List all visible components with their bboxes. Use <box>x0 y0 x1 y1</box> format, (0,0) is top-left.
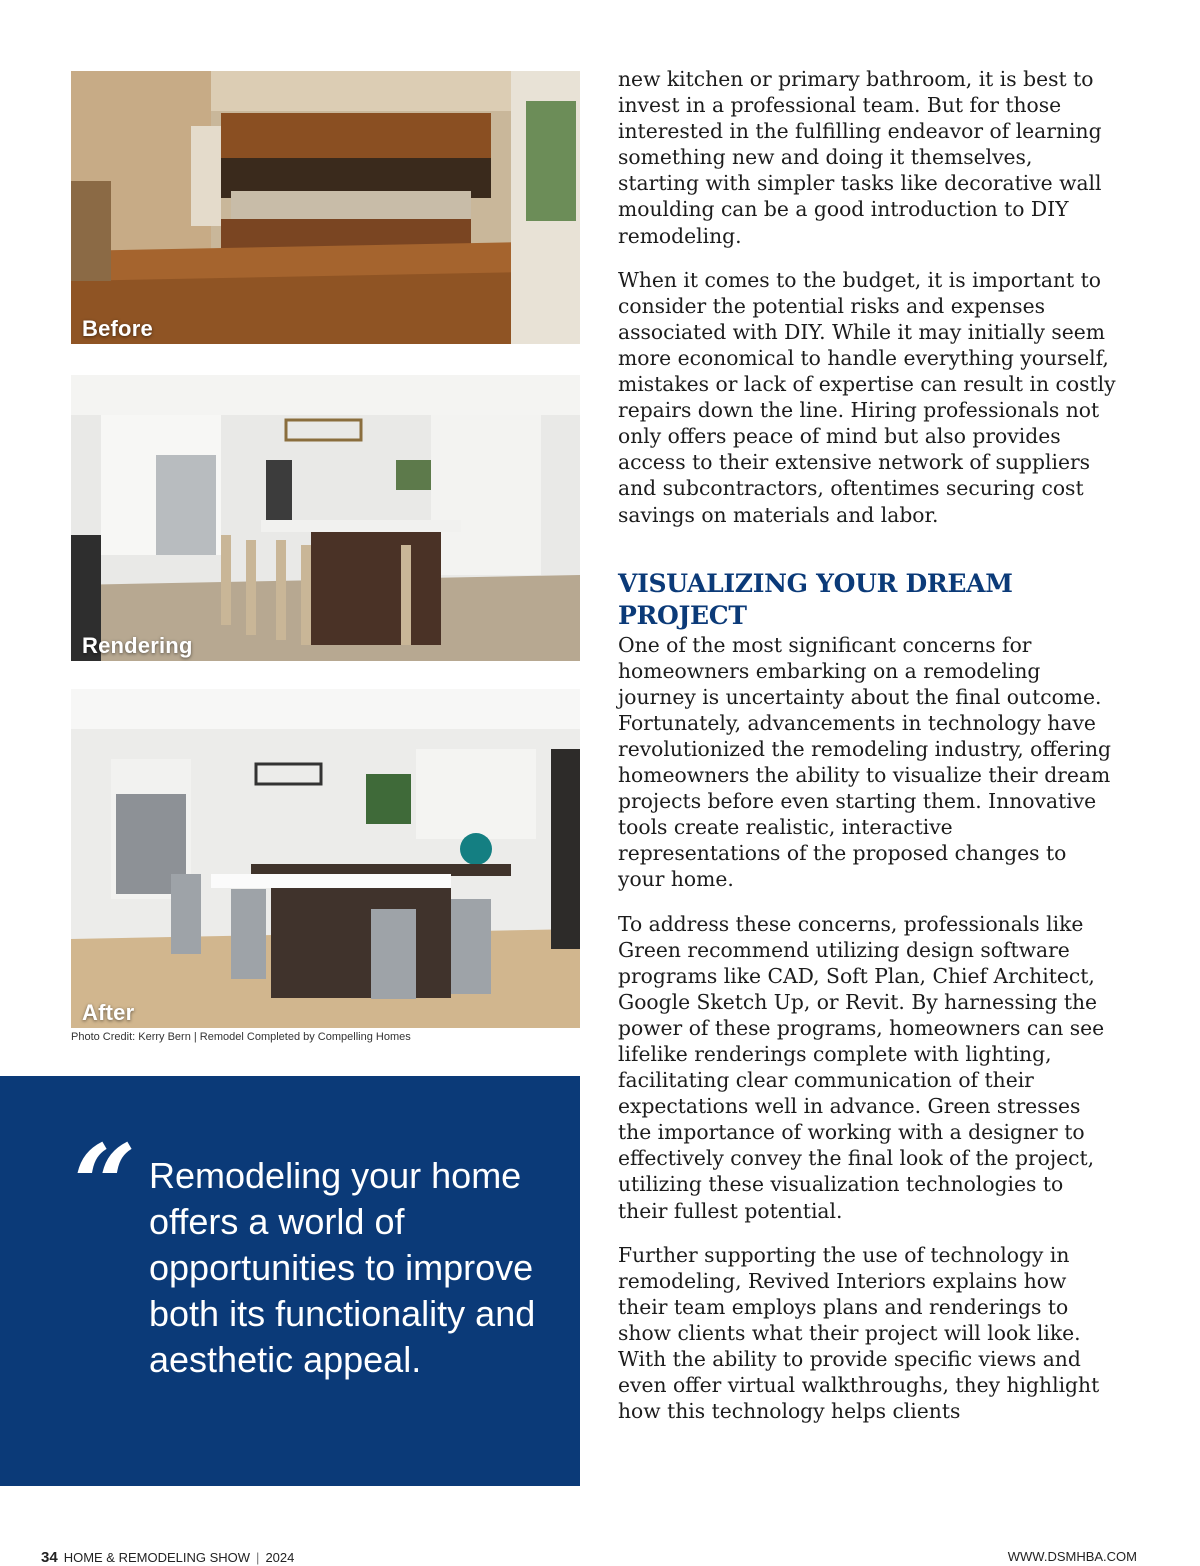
after-kitchen-image <box>71 689 580 1028</box>
page-number: 34 <box>41 1549 58 1566</box>
photo-rendering <box>71 375 580 661</box>
photo-before <box>71 71 580 344</box>
before-kitchen-image <box>71 71 580 344</box>
publication-year: 2024 <box>265 1550 295 1565</box>
quote-mark-icon: “ <box>73 1120 137 1249</box>
pull-quote-text: Remodeling your home offers a world of opportunities to improve both its functionality and aesthetic appeal. <box>149 1155 536 1380</box>
after-caption: After <box>82 1000 135 1025</box>
photo-after <box>71 689 580 1028</box>
rendering-caption: Rendering <box>82 633 193 658</box>
paragraph-3: One of the most significant concerns for homeowners embarking on a remodeling journey is uncertainty about the final outcome. Fortunately, advancements in technology have revolutionized the remodeling industry, offering homeowners the ability to visualize their dream projects before even starting them. Innovative tools create realistic, interactive representations of the proposed changes to your home. <box>618 632 1112 892</box>
publication-name: HOME & REMODELING SHOW <box>63 1550 251 1565</box>
paragraph-5: Further supporting the use of technology in remodeling, Revived Interiors explains how their team employs plans and renderings to show clients what their project will look like. With the ability to provide specific views and even offer virtual walkthroughs, they highlight how this technology helps clients <box>618 1242 1100 1424</box>
before-caption: Before <box>82 316 153 341</box>
footer-separator: | <box>256 1550 260 1565</box>
rendering-kitchen-image <box>71 375 580 661</box>
paragraph-1: new kitchen or primary bathroom, it is best to invest in a professional team. But for those interested in the fulfilling endeavor of learning something new and doing it themselves, starting with simpler tasks like decorative wall moulding can be a good introduction to DIY remodeling. <box>618 67 1102 248</box>
paragraph-2: When it comes to the budget, it is important to consider the potential risks and expenses associated with DIY. While it may initially seem more economical to handle everything yourself, mistakes or lack of expertise can result in costly repairs down the line. Hiring professionals not only offers peace of mind but also provides access to their extensive network of suppliers and subcontractors, oftentimes securing cost savings on materials and labor. <box>618 267 1116 527</box>
paragraph-4: To address these concerns, professionals like Green recommend utilizing design software programs like CAD, Soft Plan, Chief Architect, Google Sketch Up, or Revit. By harnessing the power of these programs, homeowners can see lifelike renderings complete with lighting, facilitating clear communication of their expectations well in advance. Green stresses the importance of working with a designer to effectively convey the final look of the project, utilizing these visualization technologies to their fullest potential. <box>618 911 1105 1223</box>
section-heading: VISUALIZING YOUR DREAM PROJECT <box>618 568 1013 630</box>
article-column <box>618 66 1118 1442</box>
photo-credit: Photo Credit: Kerry Bern | Remodel Completed by Compelling Homes <box>71 1031 411 1043</box>
footer-website: WWW.DSMHBA.COM <box>1007 1549 1137 1564</box>
